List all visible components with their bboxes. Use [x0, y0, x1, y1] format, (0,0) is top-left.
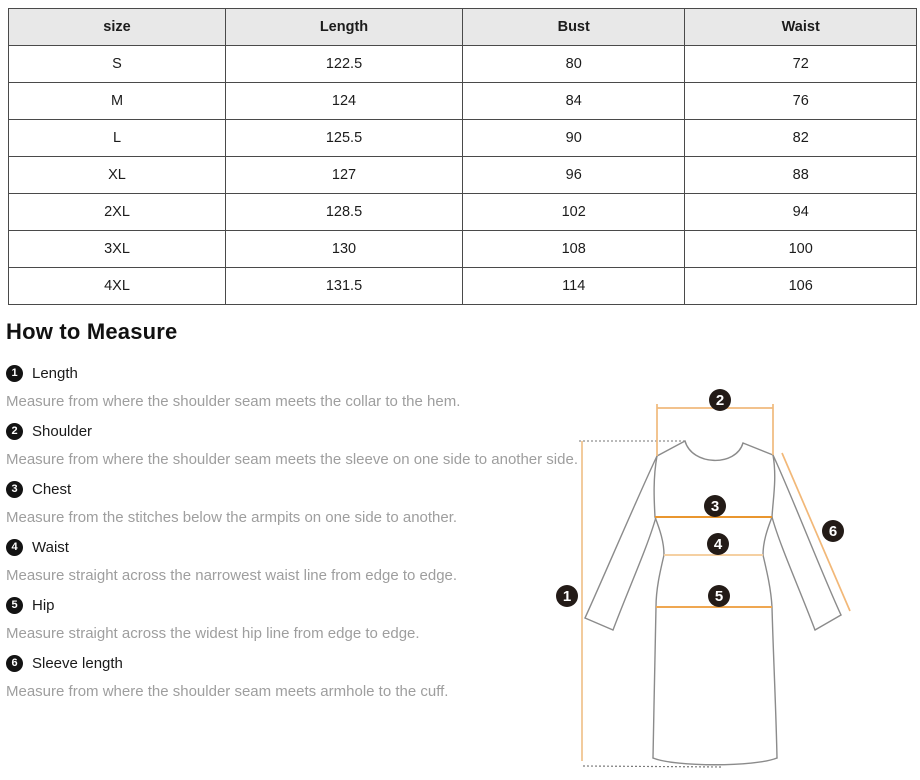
cell-value: 124: [226, 83, 463, 120]
cell-value: 80: [462, 46, 684, 83]
cell-value: 130: [226, 231, 463, 268]
measure-item-sleeve-length: [6, 654, 606, 700]
cell-size: XL: [9, 157, 226, 194]
table-row: [9, 231, 917, 268]
cell-value: 127: [226, 157, 463, 194]
table-row: [9, 268, 917, 305]
cell-value: 96: [462, 157, 684, 194]
cell-value: 72: [685, 46, 917, 83]
measure-label: Shoulder: [32, 422, 93, 440]
step-6-badge: 6: [6, 655, 23, 672]
table-row: [9, 194, 917, 231]
cell-value: 122.5: [226, 46, 463, 83]
step-3-badge: 3: [6, 481, 23, 498]
step-1-badge: 1: [6, 365, 23, 382]
header-length: Length: [226, 9, 463, 46]
cell-value: 125.5: [226, 120, 463, 157]
section-title: How to Measure: [6, 319, 178, 344]
marker-4-label: 4: [713, 536, 723, 553]
cell-size: 2XL: [9, 194, 226, 231]
measure-description: Measure from where the shoulder seam meets armhole to the cuff.: [6, 683, 449, 700]
cell-value: 90: [462, 120, 684, 157]
cell-value: 114: [462, 268, 684, 305]
cell-value: 82: [685, 120, 917, 157]
table-header-row: [9, 9, 917, 46]
cell-size: M: [9, 83, 226, 120]
size-chart-table: [8, 8, 917, 305]
measure-item-length: [6, 364, 606, 410]
garment-diagram: [550, 378, 920, 780]
measure-label: Chest: [32, 480, 72, 498]
measure-description: Measure from the stitches below the armpits on one side to another.: [6, 509, 458, 526]
measure-item-hip: [6, 596, 606, 642]
cell-value: 94: [685, 194, 917, 231]
measure-label: Sleeve length: [32, 654, 123, 672]
cell-value: 76: [685, 83, 917, 120]
measure-item-shoulder: [6, 422, 606, 468]
measure-description: Measure from where the shoulder seam meets the sleeve on one side to another side.: [6, 451, 578, 468]
cell-size: 3XL: [9, 231, 226, 268]
measure-description: Measure straight across the widest hip line from edge to edge.: [6, 625, 420, 642]
measure-description: Measure straight across the narrowest waist line from edge to edge.: [6, 567, 458, 584]
cell-size: L: [9, 120, 226, 157]
header-waist: Waist: [685, 9, 917, 46]
dotted-guide-bottom: [583, 766, 723, 767]
measure-list: [6, 364, 606, 700]
cell-value: 131.5: [226, 268, 463, 305]
marker-3-label: 3: [710, 498, 720, 515]
measure-label: Length: [32, 364, 78, 382]
header-bust: Bust: [462, 9, 684, 46]
measure-item-waist: [6, 538, 606, 584]
marker-6-label: 6: [828, 523, 838, 540]
cell-value: 128.5: [226, 194, 463, 231]
step-2-badge: 2: [6, 423, 23, 440]
cell-value: 88: [685, 157, 917, 194]
measure-label: Waist: [32, 538, 69, 556]
cell-size: S: [9, 46, 226, 83]
header-size: size: [9, 9, 226, 46]
step-5-badge: 5: [6, 597, 23, 614]
table-row: [9, 157, 917, 194]
measure-item-chest: [6, 480, 606, 526]
marker-2-label: 2: [715, 392, 725, 409]
marker-1-label: 1: [562, 588, 572, 605]
measure-label: Hip: [32, 596, 55, 614]
cell-size: 4XL: [9, 268, 226, 305]
table-row: [9, 120, 917, 157]
table-row: [9, 83, 917, 120]
step-4-badge: 4: [6, 539, 23, 556]
cell-value: 106: [685, 268, 917, 305]
cell-value: 84: [462, 83, 684, 120]
cell-value: 108: [462, 231, 684, 268]
cell-value: 100: [685, 231, 917, 268]
cell-value: 102: [462, 194, 684, 231]
table-row: [9, 46, 917, 83]
marker-5-label: 5: [714, 588, 724, 605]
dress-outline-illustration: [550, 378, 920, 780]
measure-description: Measure from where the shoulder seam meets the collar to the hem.: [6, 393, 461, 410]
